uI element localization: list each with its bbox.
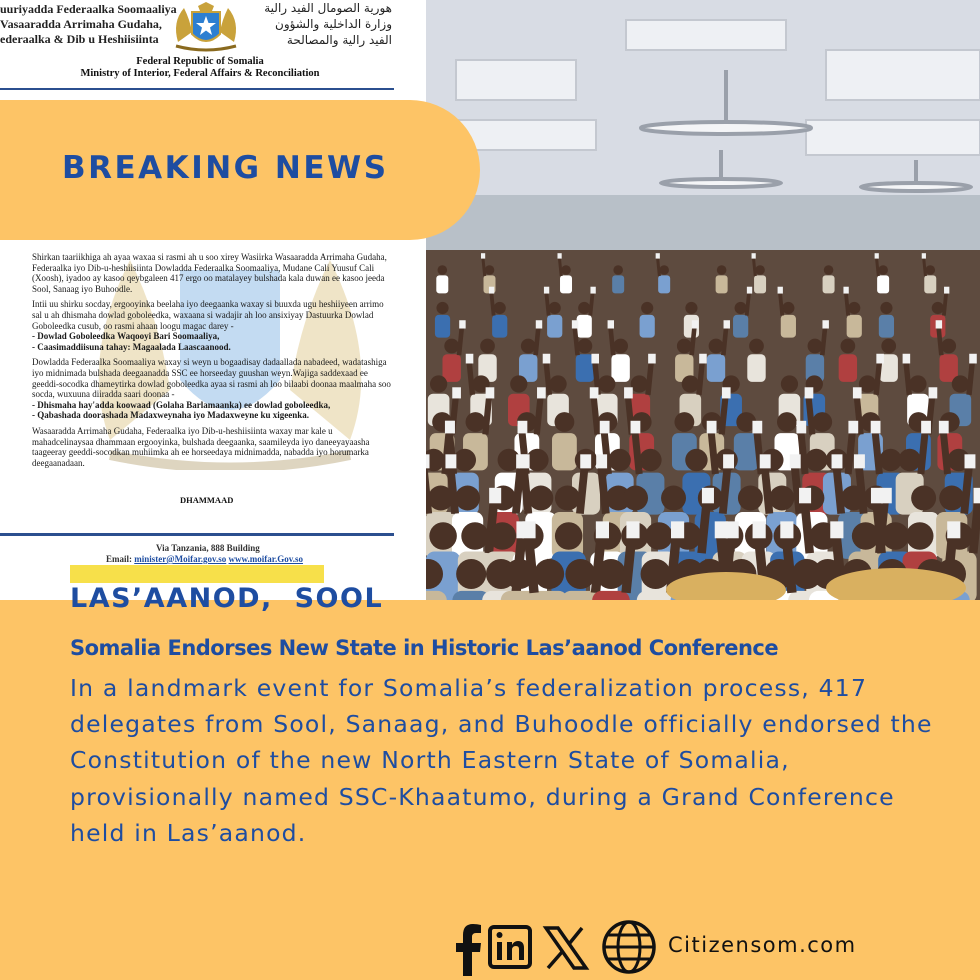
header-line: ederaalka & Dib u Heshiisiinta: [0, 32, 159, 46]
somalia-emblem-icon: [168, 2, 244, 54]
document-signoff: DHAMMAAD: [180, 495, 234, 505]
document-bullet: - Dowlad Goboleedka Waqooyi Bari Soomaaliya,: [32, 331, 220, 342]
header-line: uuriyadda Federaalka Soomaaliya: [0, 2, 177, 16]
email-link[interactable]: minister@Moifar.gov.so: [134, 554, 227, 564]
header-line: Vasaaradda Arrimaha Gudaha,: [0, 17, 162, 31]
document-body: [32, 252, 392, 473]
article-headline: Somalia Endorses New State in Historic Las’aanod Conference: [70, 636, 779, 660]
press-release-document: [0, 0, 426, 600]
divider: [0, 88, 394, 90]
conference-photo: [426, 0, 980, 600]
document-paragraph: Shirkan taariikhiga ah ayaa waxaa si rasmi ah u soo xirey Wasiirka Wasaaradda Arrimaha Gudaha, Federaalka iyo Dib-u-heshiisiinta Dowladda Federaalka Soomaaliya, Mudane Cali Yuusuf Cali (Xoosh), iyadoo ay kasoo qeybgaleen 417 ergo oo matalayey bulshada kala duwan ee kasoo jeeda Sool, Sanaag iyo Buhoodle.: [32, 252, 387, 294]
x-icon[interactable]: [542, 918, 590, 976]
document-address: Via Tanzania, 888 Building: [156, 543, 260, 553]
document-header-somali: [0, 2, 177, 47]
breaking-news-label: BREAKING NEWS: [62, 150, 389, 186]
header-line: وزارة الداخلية والشؤون: [275, 17, 392, 31]
document-bullet: - Caasimaddiisuna tahay: Magaalada Laascaanood.: [32, 341, 231, 352]
header-line: الفيد رالية والمصالحة: [286, 33, 392, 47]
article-body: In a landmark event for Somalia’s federalization process, 417 delegates from Sool, Sanaag, and Buhoodle officially endorsed the Constitution of the new North Eastern State of Somalia, provisionally named SSC-Khaatumo, during a Grand Conference held in Las’aanod.: [70, 674, 933, 847]
linkedin-icon[interactable]: [486, 918, 534, 976]
website-link[interactable]: www.moifar.Gov.so: [228, 554, 303, 564]
document-contact: [106, 554, 303, 564]
document-paragraph: Dowladda Federaalka Soomaaliya waxay si weyn u bogaadisay dadaallada nabadeed, wadatashiga iyo midnimada bulshada deegaanadda SSC ee horseeday guushan weyn.Wajiga saddexaad ee geeddi-socodka dhameytirka dowlad goboleedka ayaa si rasmi ah loo bilaabi doonaa maalmaha soo socda, wuxuuna diiradda saari doonaa -: [32, 357, 391, 400]
document-paragraph: Wasaaradda Arrimaha Gudaha, Federaalka iyo Dib-u-heshiisiinta waxay mar kale u mahadcelinaysaa dhammaan ergooyinka, bulshada deegaanka, saamileyda iyo daneeyayaasha taageeray geeddi-socodkan muhiimka ah ee horseedaya midnimadda, nabadda iyo horumarka deegaanadaan.: [32, 425, 370, 468]
document-bullet: - Dhismaha hay'adda koowaad (Golaha Barlamaanka) ee dowlad goboleedka,: [32, 399, 331, 410]
location-dateline: LAS’AANOD, SOOL: [70, 583, 384, 614]
location-highlight: [70, 565, 324, 583]
document-header-arabic: [262, 0, 392, 48]
document-subtitle: Federal Republic of Somalia: [136, 56, 264, 67]
document-paragraph: Intii uu shirku socday, ergooyinka beelaha iyo deegaanka waxay si buuxda ugu heshiiyeen arrimo sal u ah dhismaha dowlad goboleedka, waxaana si wadajir ah loo ansixiyay Dastuurka Dowlad Goboleedka cusub, oo rasmi ahaan loogu magac darey -: [32, 299, 384, 331]
website-url[interactable]: Citizensom.com: [668, 933, 857, 957]
document-ministry: Ministry of Interior, Federal Affairs & Reconciliation: [80, 68, 320, 79]
divider: [0, 533, 394, 536]
email-label: Email:: [106, 554, 132, 564]
header-line: هورية الصومال الفيد رالية: [264, 1, 392, 15]
document-bullet: - Qabashada doorashada Madaxweynaha iyo Madaxweyne ku xigeenka.: [32, 410, 310, 421]
globe-icon[interactable]: [600, 918, 658, 976]
